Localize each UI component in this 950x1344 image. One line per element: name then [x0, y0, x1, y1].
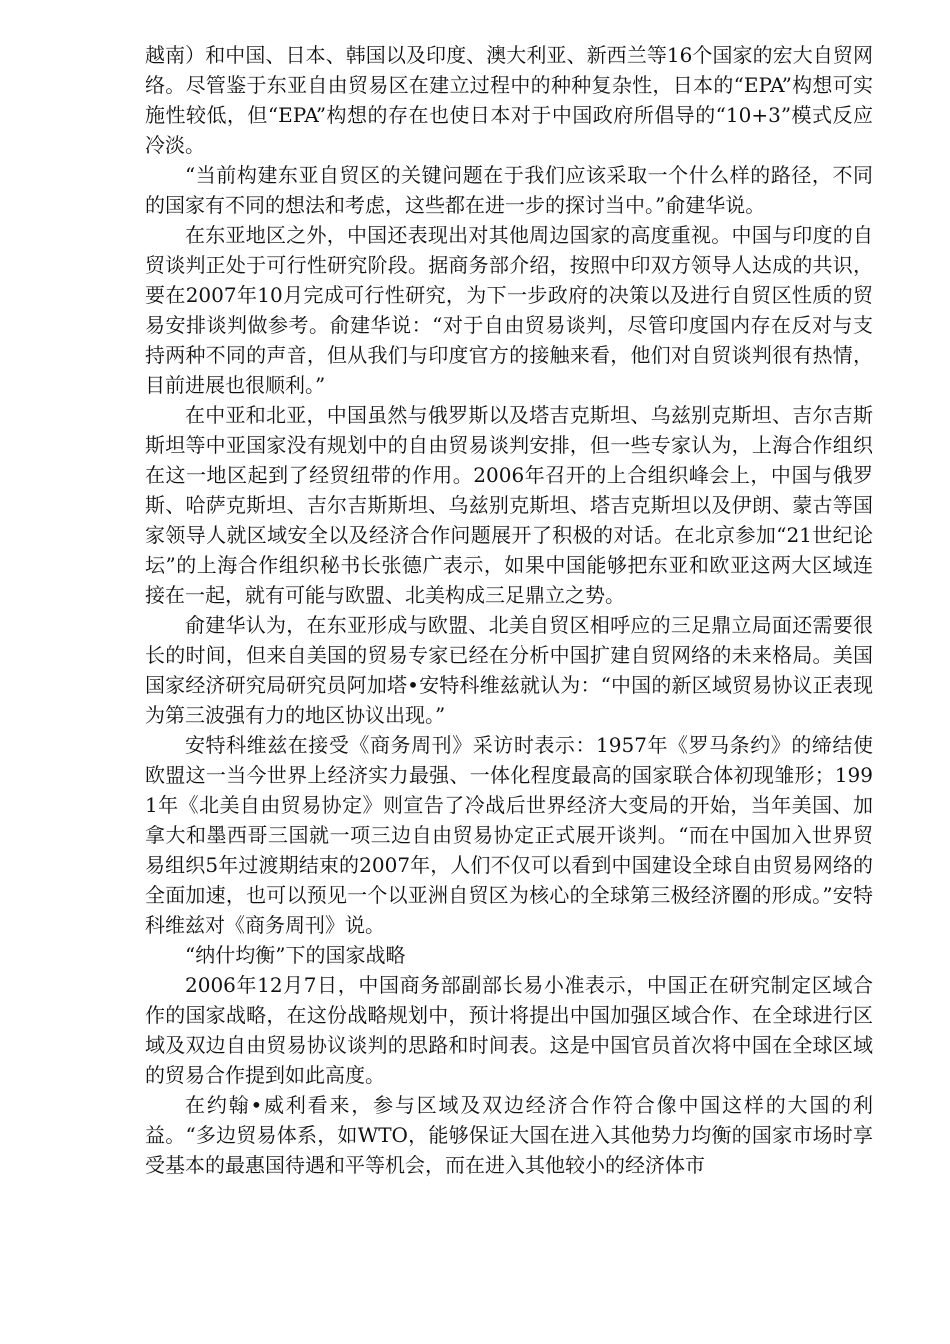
paragraph-2: “当前构建东亚自贸区的关键问题在于我们应该采取一个什么样的路径，不同的国家有不同的想法和考虑，这些都在进一步的探讨当中。”俞建华说。	[145, 163, 873, 217]
section-heading: “纳什均衡”下的国家战略	[185, 943, 406, 967]
paragraph-1: 越南）和中国、日本、韩国以及印度、澳大利亚、新西兰等16个国家的宏大自贸网络。尽管鉴于东亚自由贸易区在建立过程中的种种复杂性，日本的“EPA”构想可实施性较低，但“EPA”构想的存在也使日本对于中国政府所倡导的“10+3”模式反应冷淡。	[145, 43, 873, 157]
document-page	[145, 40, 873, 1180]
paragraph-8: 在约翰•威利看来，参与区域及双边经济合作符合像中国这样的大国的利益。“多边贸易体系，如WTO，能够保证大国在进入其他势力均衡的国家市场时享受基本的最惠国待遇和平等机会，而在进入其他较小的经济体市	[145, 1093, 873, 1177]
paragraph-7: 2006年12月7日，中国商务部副部长易小准表示，中国正在研究制定区域合作的国家战略，在这份战略规划中，预计将提出中国加强区域合作、在全球进行区域及双边自由贸易协议谈判的思路和时间表。这是中国官员首次将中国在全球区域的贸易合作提到如此高度。	[145, 973, 873, 1087]
paragraph-5: 俞建华认为，在东亚形成与欧盟、北美自贸区相呼应的三足鼎立局面还需要很长的时间，但来自美国的贸易专家已经在分析中国扩建自贸网络的未来格局。美国国家经济研究局研究员阿加塔•安特科维兹就认为：“中国的新区域贸易协议正表现为第三波强有力的地区协议出现。”	[145, 613, 873, 727]
paragraph-6: 安特科维兹在接受《商务周刊》采访时表示：1957年《罗马条约》的缔结使欧盟这一当今世界上经济实力最强、一体化程度最高的国家联合体初现雏形；1991年《北美自由贸易协定》则宣告了冷战后世界经济大变局的开始，当年美国、加拿大和墨西哥三国就一项三边自由贸易协定正式展开谈判。“而在中国加入世界贸易组织5年过渡期结束的2007年，人们不仅可以看到中国建设全球自由贸易网络的全面加速，也可以预见一个以亚洲自贸区为核心的全球第三极经济圈的形成。”安特科维兹对《商务周刊》说。	[145, 733, 873, 937]
paragraph-3: 在东亚地区之外，中国还表现出对其他周边国家的高度重视。中国与印度的自贸谈判正处于可行性研究阶段。据商务部介绍，按照中印双方领导人达成的共识，要在2007年10月完成可行性研究，为下一步政府的决策以及进行自贸区性质的贸易安排谈判做参考。俞建华说：“对于自由贸易谈判，尽管印度国内存在反对与支持两种不同的声音，但从我们与印度官方的接触来看，他们对自贸谈判很有热情，目前进展也很顺利。”	[145, 223, 873, 397]
paragraph-4: 在中亚和北亚，中国虽然与俄罗斯以及塔吉克斯坦、乌兹别克斯坦、吉尔吉斯斯坦等中亚国家没有规划中的自由贸易谈判安排，但一些专家认为，上海合作组织在这一地区起到了经贸纽带的作用。2006年召开的上合组织峰会上，中国与俄罗斯、哈萨克斯坦、吉尔吉斯斯坦、乌兹别克斯坦、塔吉克斯坦以及伊朗、蒙古等国家领导人就区域安全以及经济合作问题展开了积极的对话。在北京参加“21世纪论坛”的上海合作组织秘书长张德广表示，如果中国能够把东亚和欧亚这两大区域连接在一起，就有可能与欧盟、北美构成三足鼎立之势。	[145, 403, 873, 607]
